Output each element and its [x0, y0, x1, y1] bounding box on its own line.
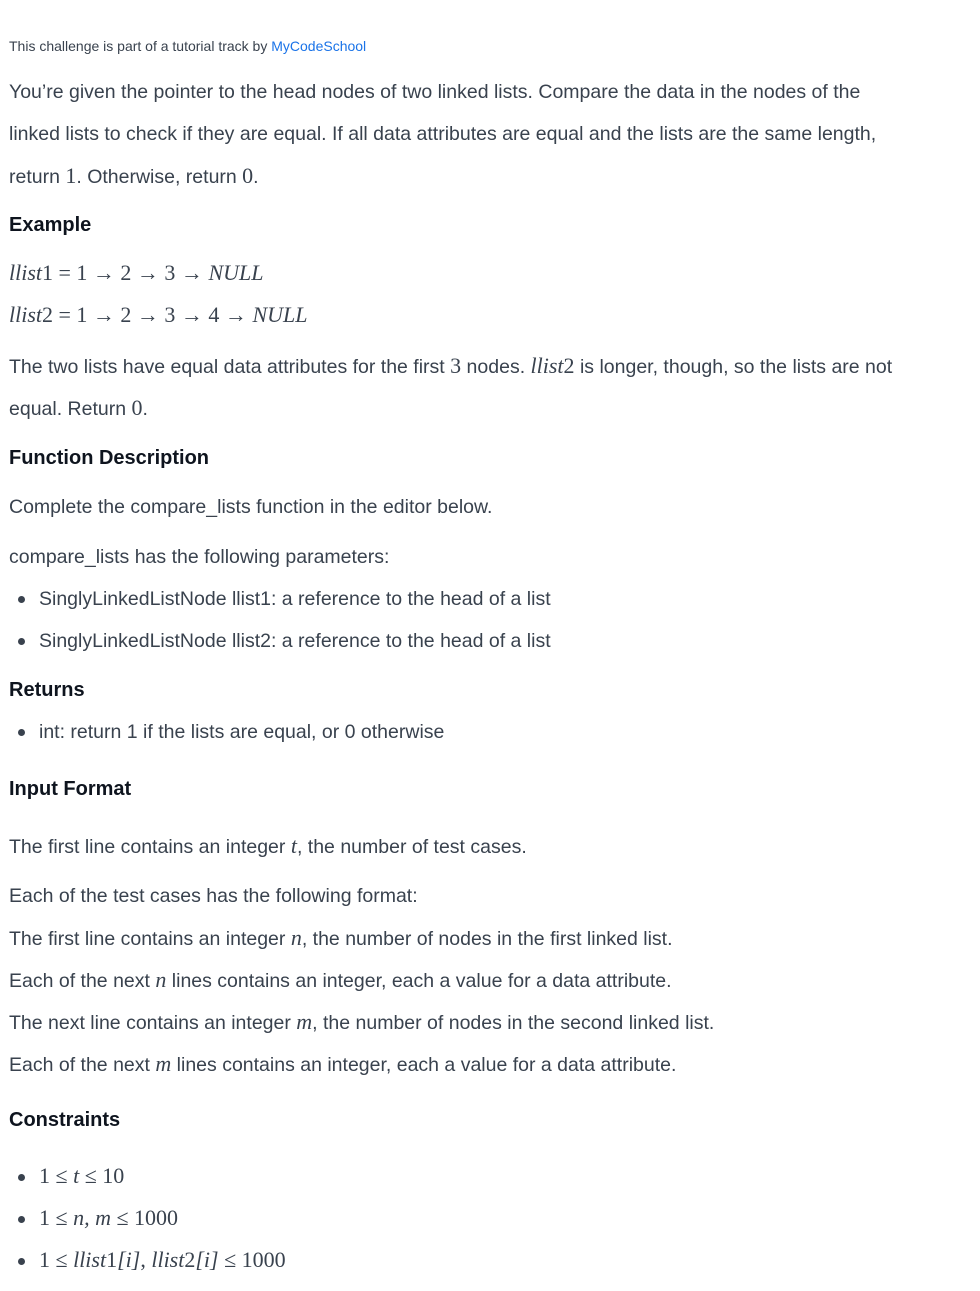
math-var: m: [155, 1051, 172, 1076]
param-item: SinglyLinkedListNode llist1: a reference to the head of a list: [39, 588, 551, 610]
math-null: NULL: [252, 302, 308, 327]
mycodeschool-link[interactable]: MyCodeSchool: [271, 38, 367, 54]
text: is longer, though, so the lists are not: [574, 356, 893, 378]
example-llist1: [9, 260, 263, 286]
tutorial-note: [9, 38, 366, 54]
function-description-line-1: Complete the compare_lists function in the editor below.: [9, 496, 493, 518]
input-format-line-2: Each of the test cases has the following format:: [9, 885, 418, 907]
input-format-line-4: [9, 968, 672, 993]
math-num: 2: [184, 1247, 196, 1272]
math-expr: = 1 → 2 → 3 →: [53, 260, 209, 285]
text: The first line contains an integer: [9, 928, 291, 950]
math-value: 1: [65, 163, 77, 188]
math-null: NULL: [208, 260, 264, 285]
bullet-dot: [18, 596, 25, 603]
math-var: n, m: [73, 1205, 111, 1230]
bullet-dot: [18, 638, 25, 645]
math-num: 2: [563, 353, 575, 378]
math-index: [i]: [195, 1247, 219, 1272]
math-num: 2: [42, 302, 54, 327]
returns-item: int: return 1 if the lists are equal, or 0 otherwise: [39, 721, 445, 743]
math-expr: ≤ 1000: [110, 1205, 179, 1230]
bullet-dot: [18, 729, 25, 736]
math-expr: 1 ≤: [39, 1247, 74, 1272]
intro-line-1: You’re given the pointer to the head nodes of two linked lists. Compare the data in the nodes of the: [9, 81, 861, 103]
math-index: [i]: [117, 1247, 141, 1272]
text: lines contains an integer, each a value for a data attribute.: [171, 1054, 677, 1076]
param-item: SinglyLinkedListNode llist2: a reference to the head of a list: [39, 630, 551, 652]
tutorial-prefix: This challenge is part of a tutorial track by: [9, 38, 272, 54]
math-var: m: [296, 1009, 313, 1034]
bullet-dot: [18, 1216, 25, 1223]
math-value: 0: [242, 163, 254, 188]
function-description-line-2: compare_lists has the following parameters:: [9, 546, 390, 568]
math-var: t: [290, 833, 297, 858]
math-var: n: [290, 925, 302, 950]
text: , the number of nodes in the first linked list.: [301, 928, 673, 950]
text: , the number of test cases.: [296, 836, 527, 858]
input-format-line-1: [9, 834, 527, 859]
math-var: llist: [151, 1247, 185, 1272]
constraint-item: [39, 1205, 178, 1231]
math-num: 1: [42, 260, 54, 285]
text: The first line contains an integer: [9, 836, 291, 858]
function-description-heading: Function Description: [9, 447, 209, 469]
text: Each of the next: [9, 970, 156, 992]
math-expr: = 1 → 2 → 3 → 4 →: [53, 302, 253, 327]
text: equal. Return: [9, 398, 132, 420]
math-var: llist: [9, 260, 43, 285]
bullet-dot: [18, 1174, 25, 1181]
example-heading: Example: [9, 214, 92, 236]
math-expr: ≤ 1000: [218, 1247, 286, 1272]
input-format-heading: Input Format: [9, 778, 132, 800]
text: The next line contains an integer: [9, 1012, 297, 1034]
math-expr: 1 ≤: [39, 1163, 74, 1188]
text: lines contains an integer, each a value for a data attribute.: [166, 970, 672, 992]
returns-heading: Returns: [9, 679, 85, 701]
example-desc-line-1: [9, 354, 892, 379]
constraint-item: [39, 1163, 124, 1189]
text: . Otherwise, return: [76, 166, 243, 188]
intro-line-3: [9, 164, 259, 189]
math-value: 0: [131, 395, 143, 420]
math-sep: ,: [140, 1247, 152, 1272]
text: The two lists have equal data attributes for the first: [9, 356, 451, 378]
math-var: llist: [9, 302, 43, 327]
text: .: [253, 166, 259, 188]
intro-line-2: linked lists to check if they are equal. If all data attributes are equal and the lists are the same length,: [9, 123, 877, 145]
text: nodes.: [461, 356, 531, 378]
input-format-line-3: [9, 926, 673, 951]
math-expr: ≤ 10: [79, 1163, 125, 1188]
math-value: 3: [450, 353, 462, 378]
input-format-line-6: [9, 1052, 676, 1077]
bullet-dot: [18, 1258, 25, 1265]
input-format-line-5: [9, 1010, 714, 1035]
text: Each of the next: [9, 1054, 156, 1076]
example-llist2: [9, 302, 307, 328]
math-expr: 1 ≤: [39, 1205, 74, 1230]
math-var: n: [155, 967, 167, 992]
math-var: llist: [530, 353, 564, 378]
constraint-item: [39, 1247, 286, 1273]
example-desc-line-2: [9, 396, 148, 421]
math-num: 1: [106, 1247, 118, 1272]
constraints-heading: Constraints: [9, 1109, 121, 1131]
math-var: t: [73, 1163, 80, 1188]
text: .: [142, 398, 148, 420]
math-var: llist: [73, 1247, 107, 1272]
text: return: [9, 166, 66, 188]
text: , the number of nodes in the second linked list.: [312, 1012, 715, 1034]
